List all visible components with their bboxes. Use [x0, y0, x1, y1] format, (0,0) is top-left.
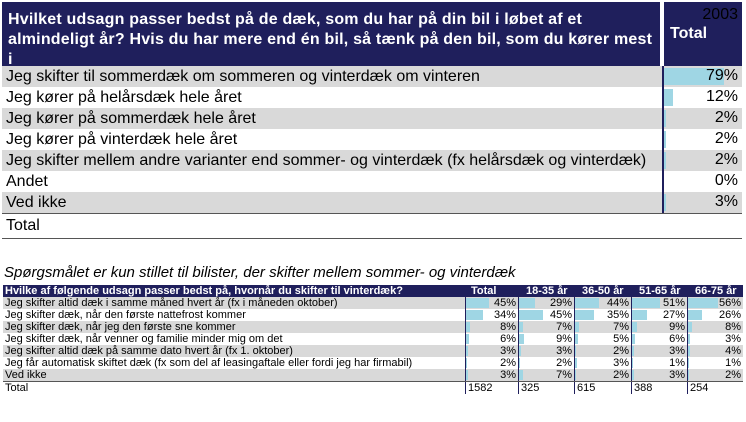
value-cell: [687, 369, 743, 381]
value-cell: [574, 333, 631, 345]
value-label: 7%: [556, 321, 572, 333]
value-cell: [465, 297, 518, 309]
share-bar: [466, 310, 483, 320]
share-bar: [632, 334, 635, 344]
column-header: 18-35 år: [526, 285, 568, 297]
value-label: 3%: [725, 333, 741, 345]
row-label: Jeg skifter dæk, når venner og familie minder mig om det: [5, 333, 283, 345]
value-cell: [465, 369, 518, 381]
column-header: 66-75 år: [695, 285, 737, 297]
table-row: [3, 297, 743, 309]
total-value: 254: [687, 382, 743, 394]
value-cell: [465, 309, 518, 321]
table-row: [3, 345, 743, 357]
value-label: 79%: [705, 67, 738, 84]
value-cell: [518, 357, 574, 369]
share-bar: [688, 322, 692, 332]
share-bar: [519, 298, 535, 308]
share-bar: [575, 322, 579, 332]
table-body: [3, 297, 743, 381]
value-cell: [687, 345, 743, 357]
share-bar: [688, 334, 690, 344]
value-label: 27%: [662, 309, 685, 321]
column-header: Total: [471, 285, 497, 297]
value-cell: [687, 357, 743, 369]
value-label: 1%: [669, 357, 685, 369]
value-label: 9%: [556, 333, 572, 345]
total-row-label: Total: [6, 217, 40, 234]
value-label: 2%: [714, 151, 738, 168]
share-bar: [466, 346, 468, 356]
share-bar: [688, 298, 718, 308]
share-bar: [575, 346, 576, 356]
share-bar: [688, 358, 689, 368]
value-label: 7%: [556, 369, 572, 381]
value-label: 2%: [556, 357, 572, 369]
share-bar: [466, 334, 469, 344]
row-label: Ved ikke: [5, 369, 47, 381]
share-bar: [664, 152, 666, 169]
row-label: Jeg skifter dæk, når den første nattefrost kommer: [5, 309, 246, 321]
value-cell: [574, 297, 631, 309]
table-header: [2, 2, 742, 66]
value-cell: [631, 297, 687, 309]
value-label: 45%: [549, 309, 572, 321]
total-value: 1582: [465, 382, 518, 394]
share-bar: [519, 358, 520, 368]
table-body: [2, 66, 742, 213]
value-cell: [574, 369, 631, 381]
table-row: [2, 66, 742, 87]
share-bar: [632, 358, 633, 368]
value-cell: [465, 321, 518, 333]
value-label: 26%: [718, 309, 741, 321]
column-header: 51-65 år: [639, 285, 681, 297]
row-label: Jeg skifter altid dæk i samme måned hvert år (fx i måneden oktober): [5, 297, 338, 309]
value-cell: [631, 309, 687, 321]
value-label: 8%: [725, 321, 741, 333]
value-label: 35%: [606, 309, 629, 321]
share-bar: [519, 346, 521, 356]
share-bar: [466, 322, 470, 332]
table-row: [2, 129, 742, 150]
value-cell: [574, 357, 631, 369]
value-cell: [631, 345, 687, 357]
share-bar: [575, 310, 594, 320]
value-label: 45%: [493, 297, 516, 309]
value-cell: [518, 309, 574, 321]
value-label: 44%: [606, 297, 629, 309]
table-row: [3, 309, 743, 321]
share-bar: [575, 358, 577, 368]
total-value: 388: [631, 382, 687, 394]
value-cell: [687, 321, 743, 333]
winter-tire-timing-table: [3, 285, 743, 395]
value-label: 3%: [613, 357, 629, 369]
share-bar: [632, 310, 647, 320]
value-label: 51%: [662, 297, 685, 309]
row-label: Andet: [6, 172, 48, 190]
row-label: Jeg skifter dæk, når jeg den første sne kommer: [5, 321, 236, 333]
table-row: [2, 192, 742, 213]
value-label: 4%: [725, 345, 741, 357]
share-bar: [466, 370, 468, 380]
value-label: 34%: [493, 309, 516, 321]
row-label: Jeg får automatisk skiftet dæk (fx som del af leasingaftale eller fordi jeg har firmabil): [5, 357, 413, 369]
value-label: 8%: [500, 321, 516, 333]
value-label: 3%: [669, 369, 685, 381]
share-bar: [466, 298, 489, 308]
value-label: 2%: [714, 130, 738, 147]
value-cell: [518, 321, 574, 333]
table-row: [2, 171, 742, 192]
table-header: [3, 285, 743, 297]
table-row: [3, 357, 743, 369]
row-label: Ved ikke: [6, 193, 67, 211]
share-bar: [519, 310, 543, 320]
value-label: 2%: [714, 109, 738, 126]
value-label: 6%: [500, 333, 516, 345]
total-column-header: Total: [664, 2, 742, 66]
value-cell: [631, 369, 687, 381]
value-label: 12%: [705, 88, 738, 105]
share-bar: [632, 322, 637, 332]
value-label: 3%: [500, 345, 516, 357]
table-row: [2, 150, 742, 171]
value-cell: [518, 345, 574, 357]
value-cell: [687, 333, 743, 345]
value-cell: [518, 369, 574, 381]
value-cell: [631, 333, 687, 345]
table-row: [2, 108, 742, 129]
row-label: Jeg kører på vinterdæk hele året: [6, 130, 238, 148]
survey-note: Spørgsmålet er kun stillet til bilister, der skifter mellem sommer- og vinterdæk: [4, 264, 516, 281]
value-label: 2%: [725, 369, 741, 381]
value-label: 2%: [613, 345, 629, 357]
row-label: Jeg kører på sommerdæk hele året: [6, 109, 256, 127]
tire-usage-table: [2, 2, 742, 239]
share-bar: [664, 110, 666, 127]
question-header: Hvilket udsagn passer bedst på de dæk, som du har på din bil i løbet af et almindeligt år? Hvis du har mere end én bil, så tænk på den bil, som du kører mest i: [2, 2, 660, 66]
row-label: Jeg skifter altid dæk på samme dato hvert år (fx 1. oktober): [5, 345, 293, 357]
share-bar: [575, 298, 599, 308]
total-value: 325: [518, 382, 574, 394]
value-cell: [631, 321, 687, 333]
share-bar: [466, 358, 467, 368]
value-cell: [574, 321, 631, 333]
value-cell: [518, 333, 574, 345]
value-label: 6%: [669, 333, 685, 345]
value-cell: [518, 297, 574, 309]
share-bar: [519, 334, 524, 344]
value-cell: [662, 192, 742, 213]
share-bar: [688, 310, 702, 320]
value-label: 0%: [714, 172, 738, 189]
row-label: Jeg skifter mellem andre varianter end sommer- og vinterdæk (fx helårsdæk og vinterdæk): [6, 151, 647, 169]
share-bar: [688, 370, 689, 380]
share-bar: [519, 370, 523, 380]
value-label: 3%: [556, 345, 572, 357]
value-label: 1%: [725, 357, 741, 369]
value-cell: [465, 357, 518, 369]
value-cell: [687, 309, 743, 321]
value-cell: [574, 345, 631, 357]
value-label: 3%: [714, 193, 738, 210]
value-cell: [662, 87, 742, 108]
value-cell: [662, 129, 742, 150]
value-cell: [631, 357, 687, 369]
value-label: 56%: [718, 297, 741, 309]
share-bar: [632, 298, 660, 308]
share-bar: [575, 334, 578, 344]
question-header: Hvilke af følgende udsagn passer bedst på, hvornår du skifter til vinterdæk?: [5, 285, 403, 297]
row-label: Jeg kører på helårsdæk hele året: [6, 88, 242, 106]
share-bar: [664, 89, 673, 106]
share-bar: [664, 194, 666, 211]
share-bar: [519, 322, 523, 332]
value-label: 2%: [613, 369, 629, 381]
value-cell: [662, 171, 742, 192]
value-cell: [574, 309, 631, 321]
value-label: 5%: [613, 333, 629, 345]
total-row: [3, 381, 743, 395]
value-label: 7%: [613, 321, 629, 333]
value-cell: [465, 345, 518, 357]
total-row-label: Total: [5, 382, 29, 394]
value-cell: [662, 108, 742, 129]
share-bar: [632, 346, 634, 356]
table-row: [3, 369, 743, 381]
value-label: 2%: [500, 357, 516, 369]
share-bar: [688, 346, 690, 356]
column-header: 36-50 år: [582, 285, 624, 297]
total-row-value: 2003: [696, 3, 738, 27]
value-label: 3%: [500, 369, 516, 381]
table-row: [3, 321, 743, 333]
value-cell: [662, 66, 742, 87]
table-row: [2, 87, 742, 108]
value-cell: [687, 297, 743, 309]
share-bar: [632, 370, 634, 380]
value-label: 3%: [669, 345, 685, 357]
value-cell: [465, 333, 518, 345]
share-bar: [575, 370, 576, 380]
table-row: [3, 333, 743, 345]
total-value: 615: [574, 382, 631, 394]
row-label: Jeg skifter til sommerdæk om sommeren og vinterdæk om vinteren: [6, 67, 480, 85]
value-label: 29%: [549, 297, 572, 309]
value-label: 9%: [669, 321, 685, 333]
share-bar: [664, 131, 666, 148]
value-cell: [662, 150, 742, 171]
